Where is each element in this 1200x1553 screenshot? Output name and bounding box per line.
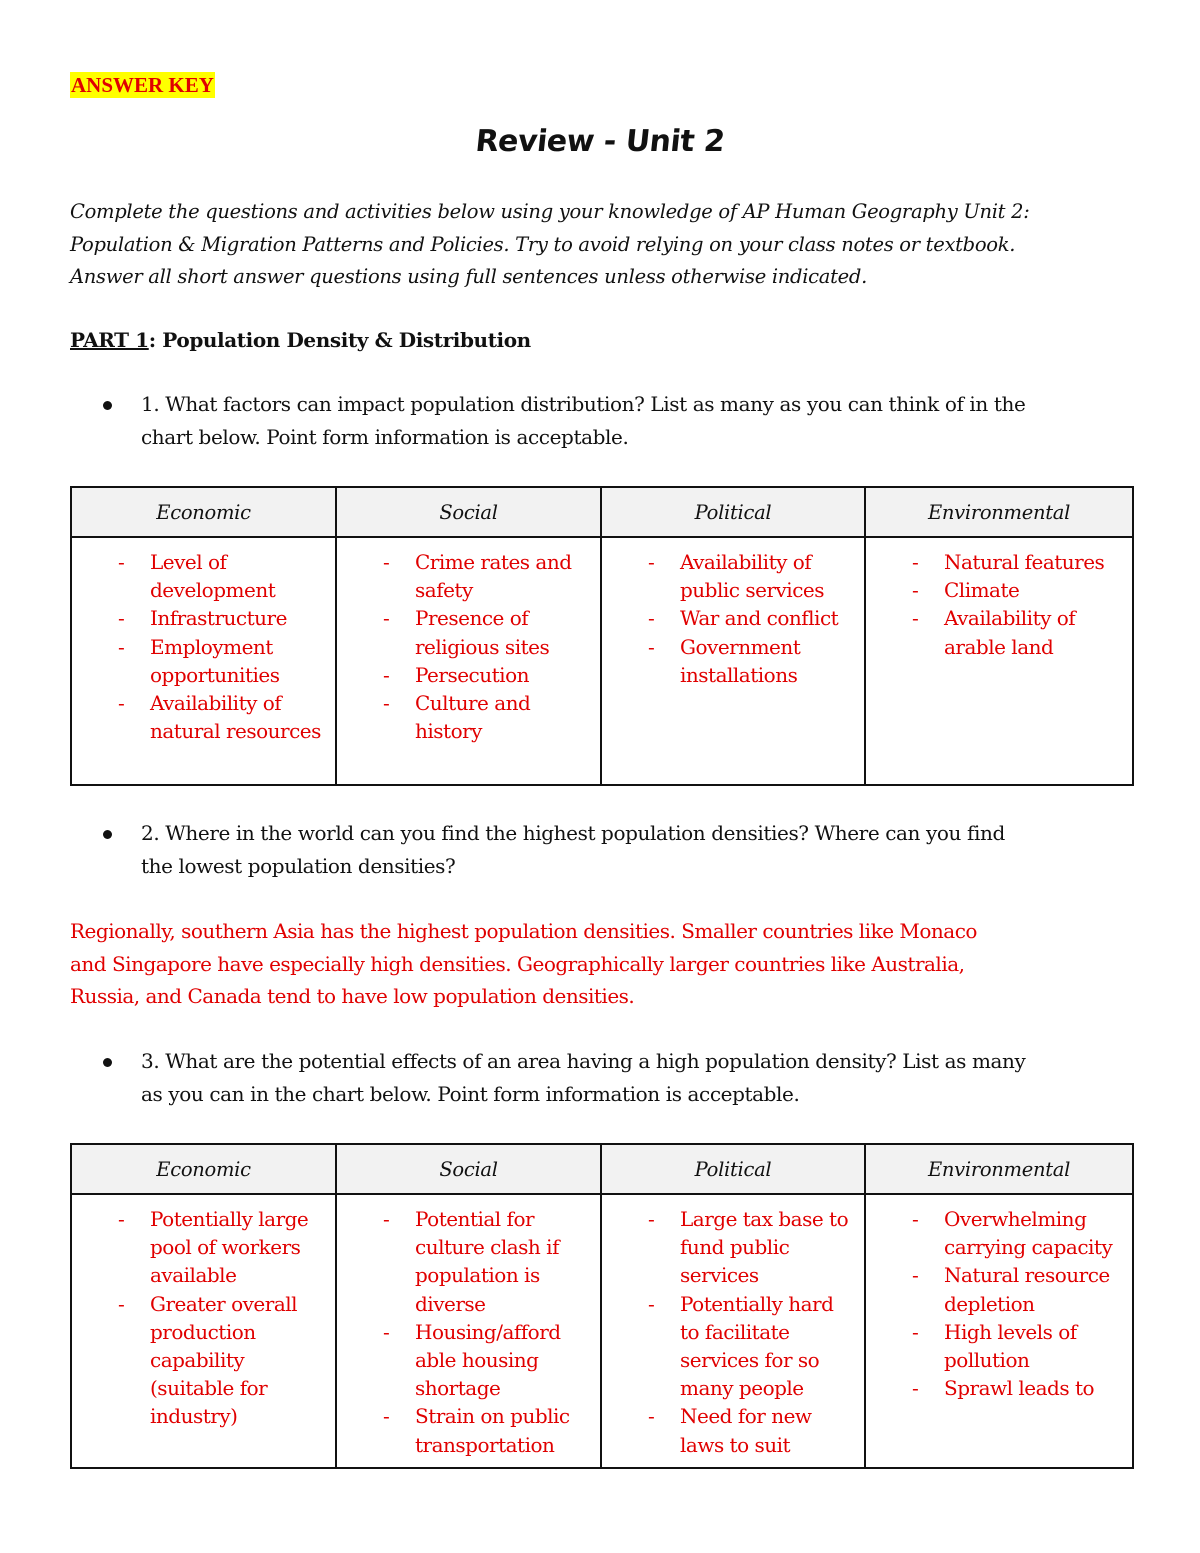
bullet-icon bbox=[103, 830, 112, 839]
list-item: - Government installations bbox=[612, 633, 856, 689]
list-item: - Natural resource depletion bbox=[876, 1261, 1124, 1317]
bullet-icon bbox=[103, 401, 112, 410]
factors-header-political: Political bbox=[601, 487, 865, 537]
answer-2 bbox=[70, 915, 1145, 1013]
question-2-line: 2. Where in the world can you find the highest population densities? Where can you find bbox=[141, 821, 1005, 845]
question-1-line: chart below. Point form information is acceptable. bbox=[141, 424, 629, 449]
question-3 bbox=[103, 1045, 1143, 1110]
question-2-line: the lowest population densities? bbox=[141, 853, 456, 878]
question-1 bbox=[103, 388, 1143, 453]
part-1-title: : Population Density & Distribution bbox=[148, 328, 531, 352]
question-3-line: 3. What are the potential effects of an area having a high population density? List as many bbox=[141, 1049, 1026, 1073]
list-item: - Sprawl leads to bbox=[876, 1374, 1124, 1402]
factors-header-economic: Economic bbox=[71, 487, 336, 537]
intro-line: Complete the questions and activities below using your knowledge of AP Human Geography Unit 2: bbox=[70, 200, 1030, 223]
list-item: - Large tax base to fund public services bbox=[612, 1205, 856, 1290]
factors-table-row bbox=[71, 537, 1133, 785]
question-2 bbox=[103, 817, 1143, 882]
list-item: - Infrastructure bbox=[82, 604, 327, 632]
part-1-heading bbox=[70, 325, 531, 355]
list-item: - Housing/afford able housing shortage bbox=[347, 1318, 592, 1403]
effects-header-environmental: Environmental bbox=[865, 1144, 1133, 1194]
factors-social-cell bbox=[336, 537, 601, 785]
question-3-line: as you can in the chart below. Point form information is acceptable. bbox=[141, 1081, 800, 1106]
page-title: Review - Unit 2 bbox=[473, 124, 727, 159]
list-item: - War and conflict bbox=[612, 604, 856, 632]
list-item: - Crime rates and safety bbox=[347, 548, 592, 604]
list-item: - Overwhelming carrying capacity bbox=[876, 1205, 1124, 1261]
effects-political-cell bbox=[601, 1194, 865, 1468]
intro-paragraph bbox=[70, 196, 1140, 294]
effects-table-header-row bbox=[71, 1144, 1133, 1194]
list-item: - High levels of pollution bbox=[876, 1318, 1124, 1374]
list-item: - Persecution bbox=[347, 661, 592, 689]
effects-social-cell bbox=[336, 1194, 601, 1468]
factors-environmental-cell bbox=[865, 537, 1133, 785]
factors-header-environmental: Environmental bbox=[865, 487, 1133, 537]
part-1-label: PART 1 bbox=[70, 328, 149, 352]
effects-header-social: Social bbox=[336, 1144, 601, 1194]
list-item: - Availability of public services bbox=[612, 548, 856, 604]
list-item: - Availability of natural resources bbox=[82, 689, 327, 745]
list-item: - Need for new laws to suit bbox=[612, 1402, 856, 1458]
answer-2-line: Russia, and Canada tend to have low population densities. bbox=[70, 984, 635, 1008]
intro-line: Answer all short answer questions using full sentences unless otherwise indicated. bbox=[70, 265, 867, 288]
effects-header-economic: Economic bbox=[71, 1144, 336, 1194]
effects-header-political: Political bbox=[601, 1144, 865, 1194]
factors-political-cell bbox=[601, 537, 865, 785]
list-item: - Level of development bbox=[82, 548, 327, 604]
list-item: - Culture and history bbox=[347, 689, 592, 745]
factors-economic-cell bbox=[71, 537, 336, 785]
list-item: - Presence of religious sites bbox=[347, 604, 592, 660]
factors-header-social: Social bbox=[336, 487, 601, 537]
list-item: - Strain on public transportation bbox=[347, 1402, 592, 1458]
answer-2-line: Regionally, southern Asia has the highest population densities. Smaller countries like Monaco bbox=[70, 919, 977, 943]
effects-table bbox=[70, 1143, 1134, 1469]
list-item: - Potentially hard to facilitate services for so many people bbox=[612, 1290, 856, 1403]
effects-economic-cell bbox=[71, 1194, 336, 1468]
bullet-icon bbox=[103, 1058, 112, 1067]
answer-key-label: ANSWER KEY bbox=[71, 73, 214, 97]
list-item: - Potentially large pool of workers available bbox=[82, 1205, 327, 1290]
list-item: - Availability of arable land bbox=[876, 604, 1124, 660]
effects-table-row bbox=[71, 1194, 1133, 1468]
list-item: - Employment opportunities bbox=[82, 633, 327, 689]
list-item: - Greater overall production capability (suitable for industry) bbox=[82, 1290, 327, 1431]
intro-line: Population & Migration Patterns and Policies. Try to avoid relying on your class notes or textbook. bbox=[70, 232, 1016, 256]
factors-table-header-row bbox=[71, 487, 1133, 537]
list-item: - Potential for culture clash if population is diverse bbox=[347, 1205, 592, 1318]
list-item: - Natural features bbox=[876, 548, 1124, 576]
answer-2-line: and Singapore have especially high densities. Geographically larger countries like Australia, bbox=[70, 951, 965, 976]
factors-table bbox=[70, 486, 1134, 786]
question-1-line: 1. What factors can impact population distribution? List as many as you can think of in the bbox=[141, 392, 1026, 416]
effects-environmental-cell bbox=[865, 1194, 1133, 1468]
list-item: - Climate bbox=[876, 576, 1124, 604]
